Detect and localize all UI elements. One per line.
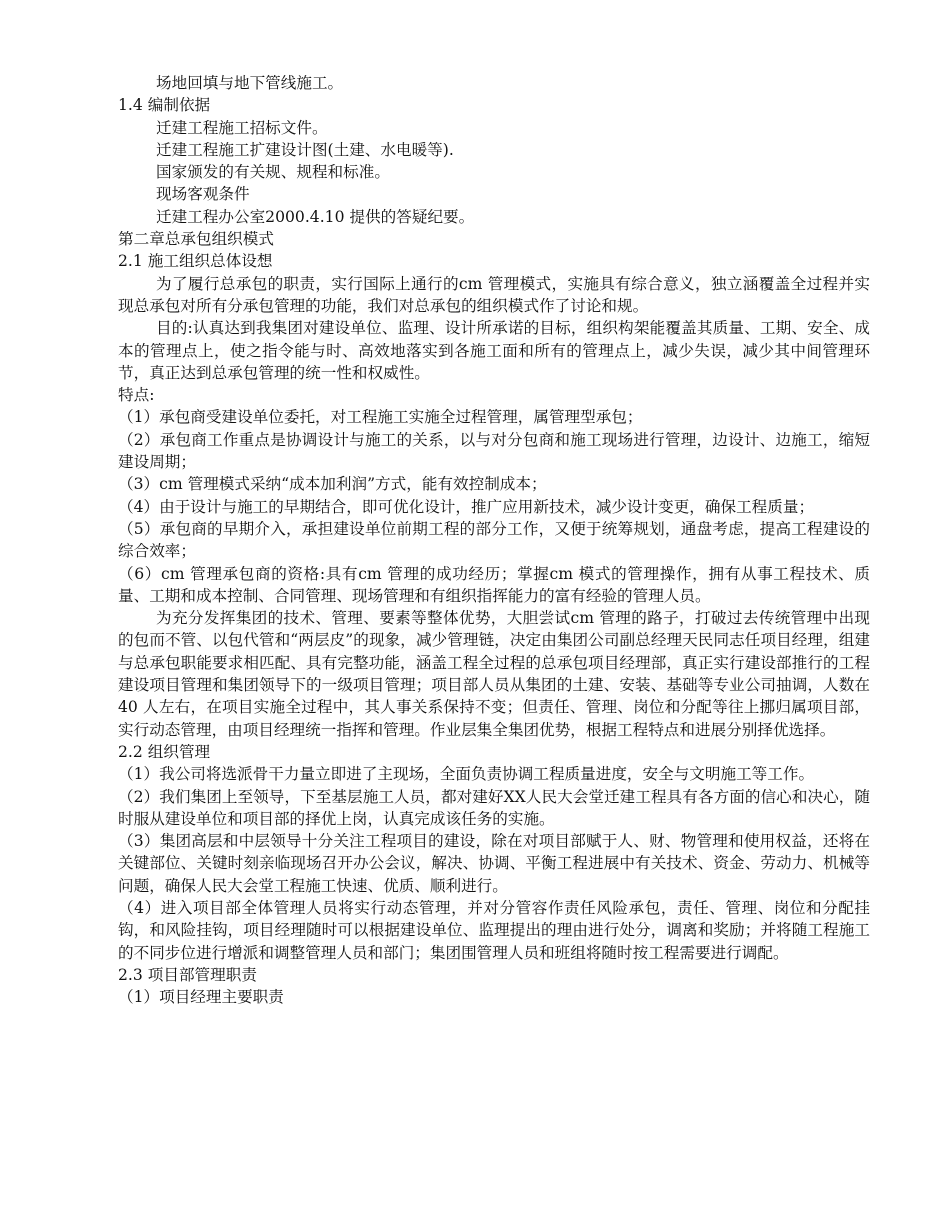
section-heading: 2.2 组织管理 (118, 742, 211, 761)
list-item: （4）进入项目部全体管理人员将实行动态管理，并对分管容作责任风险承包，责任、管理、岗位和分配挂钩，和风险挂钩，项目经理随时可以根据建设单位、监理提出的理由进行处分，调离和奖励；并将随工程施工的不同步位进行增派和调整管理人员和部门；集团围管理人员和班组将随时按工程需要进行调配。 (118, 898, 870, 962)
paragraph: 为充分发挥集团的技术、管理、要素等整体优势，大胆尝试cm 管理的路子，打破过去传统管理中出现的包而不管、以包代管和“两层皮”的现象，减少管理链，决定由集团公司副总经理天民同志任项目经理，组建与总承包职能要求相匹配、具有完整功能，涵盖工程全过程的总承包项目经理部，真正实行建设部推行的工程建设项目管理和集团领导下的一级项目管理；项目部人员从集团的土建、安装、基础等专业公司抽调，人数在40 人左右，在项目实施全过程中，其人事关系保持不变；但责任、管理、岗位和分配等往上挪归属项目部，实行动态管理，由项目经理统一指挥和管理。作业层集全集团优势，根据工程特点和进展分别择优选择。 (118, 609, 870, 739)
section-heading: 1.4 编制依据 (118, 96, 211, 115)
paragraph: 为了履行总承包的职责，实行国际上通行的cm 管理模式，实施具有综合意义，独立涵覆盖全过程并实现总承包对所有分承包管理的功能，我们对总承包的组织模式作了讨论和规。 (118, 274, 870, 315)
list-item: （3）cm 管理模式采纳“成本加利润”方式，能有效控制成本； (118, 475, 547, 494)
list-item: 迁建工程办公室2000.4.10 提供的答疑纪要。 (156, 207, 475, 226)
list-item: （1）项目经理主要职责 (118, 988, 284, 1007)
document-body (118, 72, 870, 1008)
list-item: （3）集团高层和中层领导十分关注工程项目的建设，除在对项目部赋于人、财、物管理和使用权益，还将在关键部位、关键时刻亲临现场召开办公会议，解决、协调、平衡工程进展中有关技术、资金、劳动力、机械等问题，确保人民大会堂工程施工快速、优质、顺利进行。 (118, 832, 870, 895)
list-item: 现场客观条件 (156, 185, 250, 204)
list-item: 国家颁发的有关规、规程和标准。 (156, 163, 390, 182)
list-item: 迁建工程施工招标文件。 (156, 118, 328, 137)
list-item: （2）承包商工作重点是协调设计与施工的关系，以与对分包商和施工现场进行管理，边设计、边施工，缩短建设周期； (118, 430, 870, 472)
paragraph-label: 特点: (118, 386, 155, 405)
list-item: （2）我们集团上至领导，下至基层施工人员，都对建好XX人民大会堂迁建工程具有各方面的信心和决心，随时服从建设单位和项目部的择优上岗，认真完成该任务的实施。 (118, 787, 870, 828)
list-item: （4）由于设计与施工的早期结合，即可优化设计，推广应用新技术，减少设计变更，确保工程质量； (118, 497, 815, 516)
list-item: 迁建工程施工扩建设计图(土建、水电暖等). (156, 140, 454, 159)
list-item: （6）cm 管理承包商的资格:具有cm 管理的成功经历；掌握cm 模式的管理操作，拥有从事工程技术、质量、工期和成本控制、合同管理、现场管理和有组织指挥能力的富有经验的管理人员。 (118, 564, 870, 605)
list-item: （1）承包商受建设单位委托，对工程施工实施全过程管理，属管理型承包； (118, 408, 643, 427)
list-item: （5）承包商的早期介入，承担建设单位前期工程的部分工作，又便于统筹规划，通盘考虑，提高工程建设的综合效率； (118, 519, 870, 561)
section-heading: 2.3 项目部管理职责 (118, 965, 257, 984)
text-line: 场地回填与地下管线施工。 (156, 74, 344, 92)
paragraph: 目的:认真达到我集团对建设单位、监理、设计所承诺的目标，组织构架能覆盖其质量、工期、安全、成本的管理点上，使之指令能与时、高效地落实到各施工面和所有的管理点上，减少失误，减少其中间管理环节，真正达到总承包管理的统一性和权威性。 (118, 319, 870, 382)
section-heading: 2.1 施工组织总体设想 (118, 252, 273, 271)
chapter-heading: 第二章总承包组织模式 (118, 230, 274, 249)
list-item: （1）我公司将选派骨干力量立即进了主现场，全面负责协调工程质量进度，安全与文明施工等工作。 (118, 765, 815, 784)
